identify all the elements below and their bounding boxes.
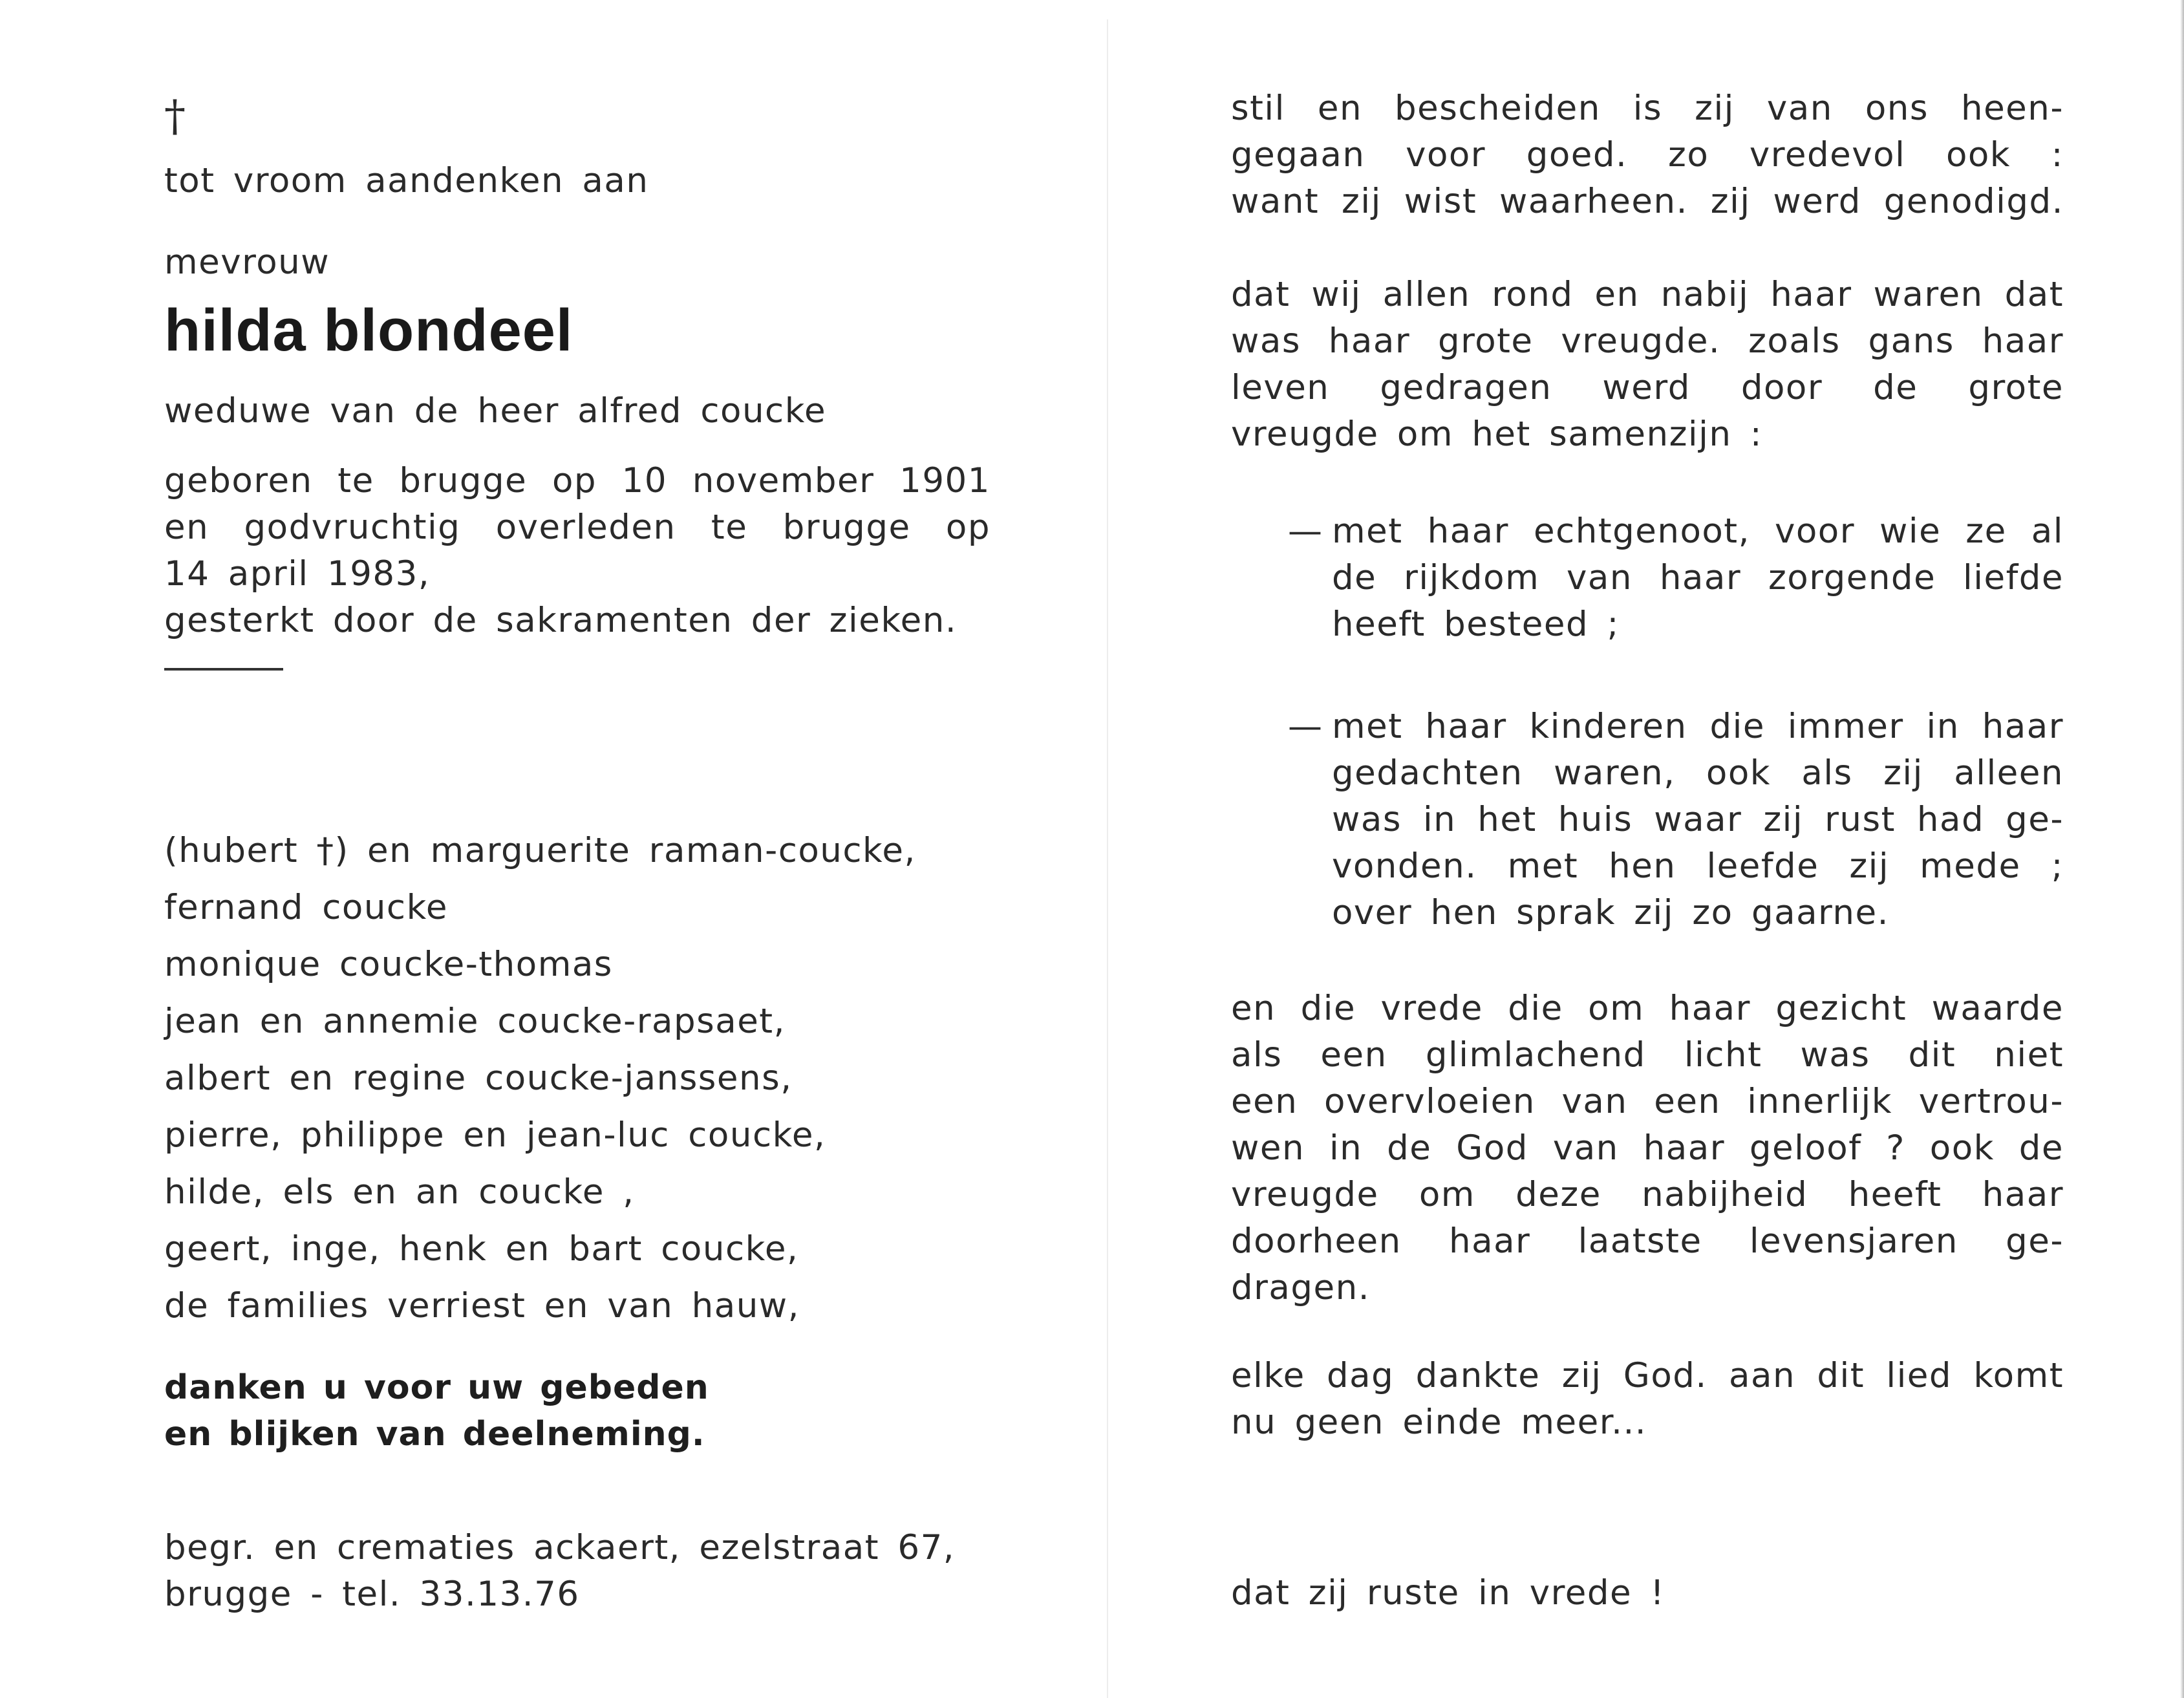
- text-line: stil en bescheiden is zij van ons heen-: [1231, 89, 2064, 128]
- text-line: leven gedragen werd door de grote: [1231, 368, 2064, 407]
- detail-line: geboren te brugge op 10 november 1901: [164, 461, 990, 500]
- separator-rule: [164, 668, 283, 671]
- text-line: een overvloeien van een innerlijk vertrou-: [1231, 1082, 2064, 1121]
- text-line: en die vrede die om haar gezicht waarde: [1231, 989, 2064, 1028]
- text-line: vreugde om deze nabijheid heeft haar: [1231, 1175, 2064, 1214]
- text-line: met haar echtgenoot, voor wie ze al: [1332, 511, 2064, 551]
- text-line: als een glimlachend licht was dit niet: [1231, 1035, 2064, 1075]
- text-line: dat wij allen rond en nabij haar waren dat: [1231, 275, 2064, 314]
- text-line: gegaan voor goed. zo vredevol ook :: [1231, 135, 2064, 175]
- cross-symbol: †: [164, 91, 186, 141]
- detail-line: en godvruchtig overleden te brugge op: [164, 508, 990, 547]
- funeral-home-line: brugge - tel. 33.13.76: [164, 1574, 580, 1614]
- mourner-line: fernand coucke: [164, 888, 448, 927]
- text-line: vonden. met hen leefde zij mede ;: [1332, 846, 2064, 886]
- text-line: want zij wist waarheen. zij werd genodigd.: [1231, 182, 2064, 221]
- mourner-line: (hubert †) en marguerite raman-coucke,: [164, 831, 916, 870]
- list-dash: —: [1288, 511, 1322, 551]
- text-line: vreugde om het samenzijn :: [1231, 414, 1763, 454]
- thanks-line: en blijken van deelneming.: [164, 1415, 705, 1454]
- text-line: over hen sprak zij zo gaarne.: [1332, 893, 1889, 932]
- text-line: was in het huis waar zij rust had ge-: [1332, 800, 2064, 839]
- memorial-intro: tot vroom aandenken aan: [164, 161, 649, 200]
- text-line: gedachten waren, ook als zij alleen: [1332, 753, 2064, 793]
- thanks-line: danken u voor uw gebeden: [164, 1368, 709, 1407]
- card-edge-shadow: [2180, 0, 2184, 1698]
- widow-of: weduwe van de heer alfred coucke: [164, 391, 827, 431]
- text-line: heeft besteed ;: [1332, 605, 1620, 644]
- detail-line: 14 april 1983,: [164, 554, 431, 594]
- text-line: de rijkdom van haar zorgende liefde: [1332, 558, 2064, 597]
- list-dash: —: [1288, 707, 1322, 746]
- mourner-line: jean en annemie coucke-rapsaet,: [164, 1002, 786, 1041]
- mourner-line: hilde, els en an coucke ,: [164, 1172, 635, 1212]
- text-line: doorheen haar laatste levensjaren ge-: [1231, 1221, 2064, 1261]
- text-line: was haar grote vreugde. zoals gans haar: [1231, 321, 2064, 361]
- text-line: dragen.: [1231, 1268, 1371, 1307]
- mourner-line: de families verriest en van hauw,: [164, 1286, 800, 1326]
- honorific: mevrouw: [164, 242, 330, 282]
- text-line: met haar kinderen die immer in haar: [1332, 707, 2064, 746]
- text-line: wen in de God van haar geloof ? ook de: [1231, 1128, 2064, 1168]
- mourner-line: geert, inge, henk en bart coucke,: [164, 1229, 799, 1269]
- mourner-line: monique coucke-thomas: [164, 945, 613, 984]
- mourner-line: albert en regine coucke-janssens,: [164, 1059, 793, 1098]
- mourner-line: pierre, philippe en jean-luc coucke,: [164, 1115, 826, 1155]
- funeral-home-line: begr. en crematies ackaert, ezelstraat 67,: [164, 1528, 956, 1567]
- closing-line: dat zij ruste in vrede !: [1231, 1573, 1665, 1613]
- deceased-name: hilda blondeel: [164, 297, 573, 363]
- detail-line: gesterkt door de sakramenten der zieken.: [164, 601, 958, 640]
- text-line: elke dag dankte zij God. aan dit lied komt: [1231, 1356, 2064, 1395]
- text-line: nu geen einde meer...: [1231, 1402, 1647, 1442]
- right-page: [1108, 0, 2184, 1698]
